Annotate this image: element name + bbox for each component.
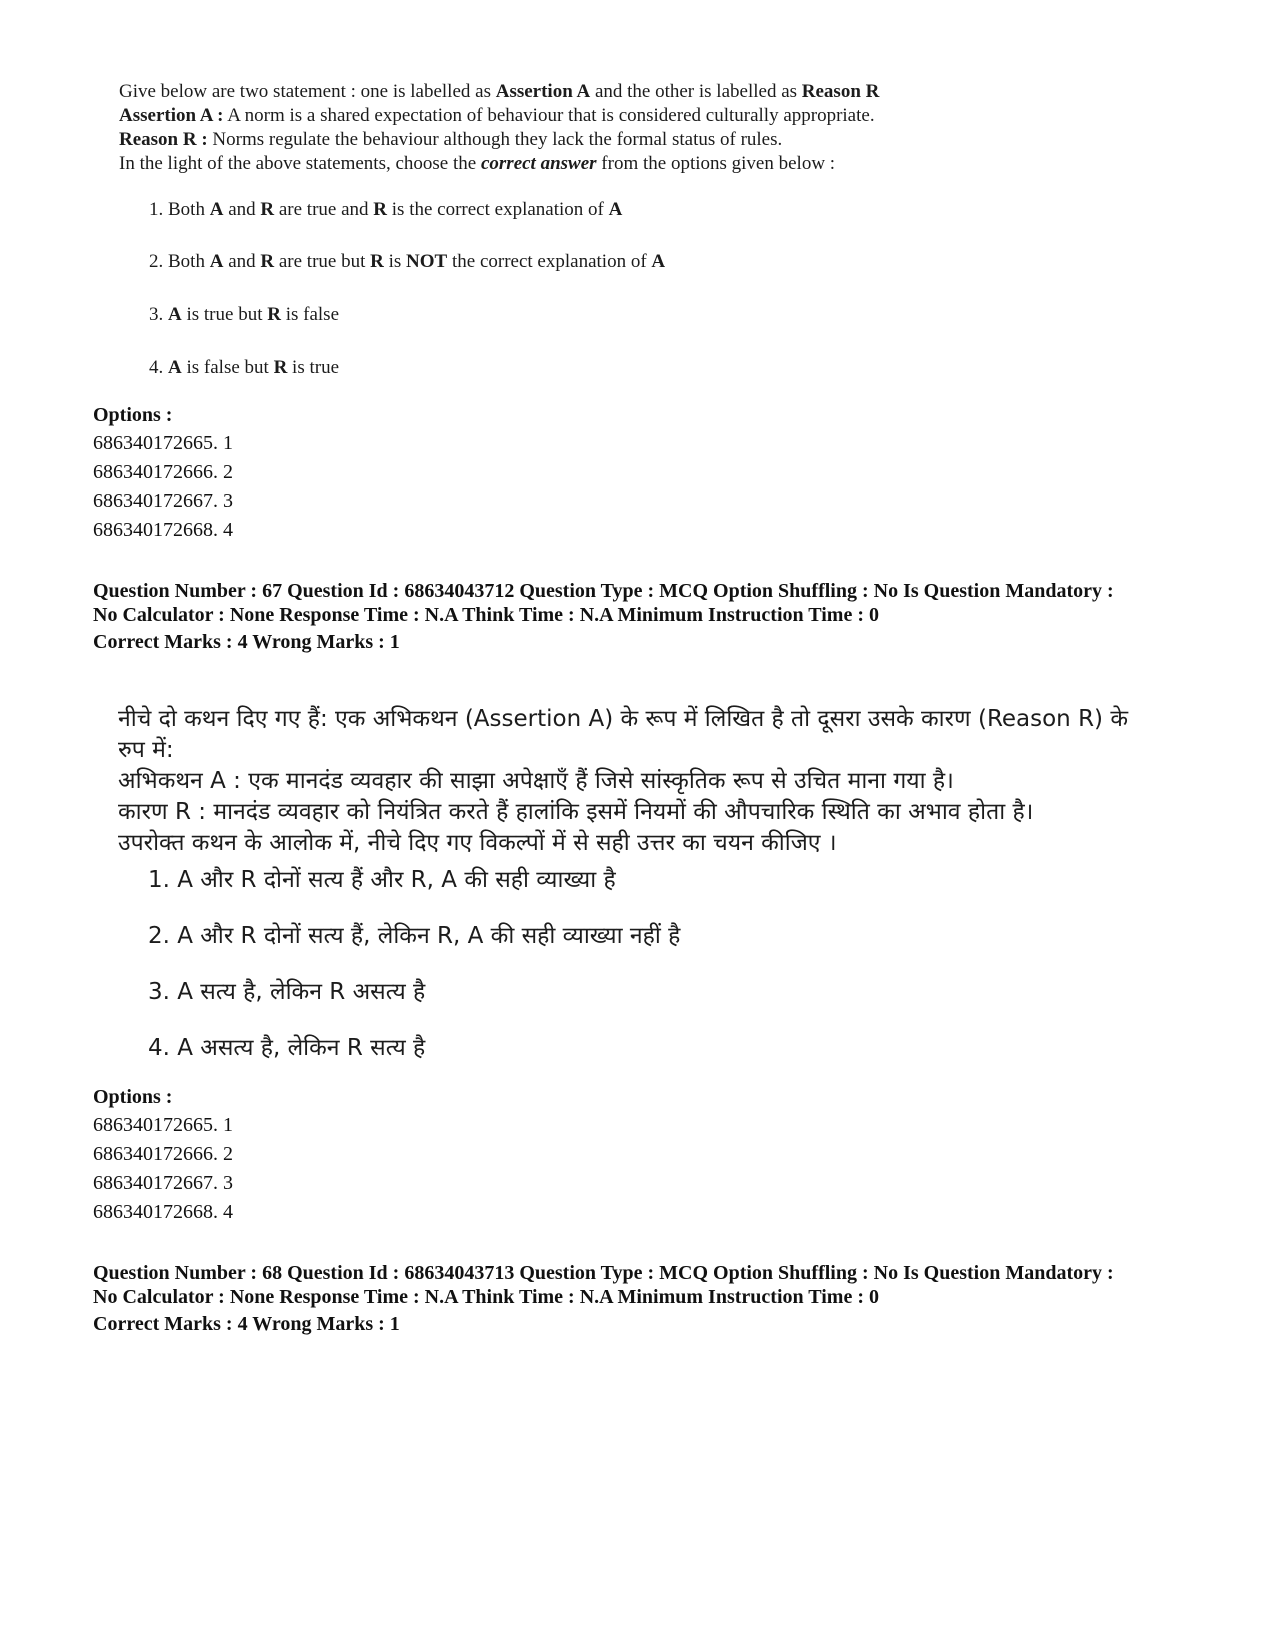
assertion-text: A norm is a shared expectation of behaviour that is considered culturally appropriate. [223, 105, 875, 126]
opt-bold: R [373, 199, 388, 220]
option-id-list-2 [93, 1111, 233, 1227]
opt-text: is the correct explanation of [387, 199, 609, 220]
meta-line: No Calculator : None Response Time : N.A Think Time : N.A Minimum Instruction Time : 0 [93, 604, 879, 626]
hindi-line: नीचे दो कथन दिए गए हैं: एक अभिकथन (Assertion A) के रूप में लिखित है तो दूसरा उसके कारण (Reason R) के [118, 706, 1129, 732]
assertion-line [119, 104, 1159, 128]
question-68-meta [93, 1261, 1193, 1309]
opt-text: is false [280, 304, 340, 325]
option-id: 686340172667. 3 [93, 1172, 233, 1194]
opt-text: and [223, 199, 261, 220]
question-68-marks: Correct Marks : 4 Wrong Marks : 1 [93, 1313, 400, 1335]
option-id: 686340172667. 3 [93, 490, 233, 512]
hindi-option-2: 2. A और R दोनों सत्य हैं, लेकिन R, A की सही व्याख्या नहीं है [148, 923, 681, 949]
instruction-emphasis: correct answer [480, 153, 597, 174]
opt-bold: A [209, 199, 224, 220]
reason-line [119, 128, 1159, 152]
english-option-4 [149, 356, 339, 380]
question-67-marks: Correct Marks : 4 Wrong Marks : 1 [93, 631, 400, 653]
opt-text: 4. [149, 357, 168, 378]
hindi-line: रुप में: [118, 737, 174, 763]
opt-bold: R [273, 357, 288, 378]
opt-bold: R [370, 251, 384, 272]
option-id: 686340172666. 2 [93, 1143, 233, 1165]
opt-bold: R [267, 304, 281, 325]
hindi-option-3: 3. A सत्य है, लेकिन R असत्य है [148, 979, 426, 1005]
opt-text: 3. [149, 304, 168, 325]
hindi-option-4: 4. A असत्य है, लेकिन R सत्य है [148, 1035, 426, 1061]
opt-text: is true but [181, 304, 268, 325]
opt-text: is false but [181, 357, 274, 378]
instruction-line [119, 152, 1159, 176]
options-label-1: Options : [93, 404, 173, 426]
meta-line: No Calculator : None Response Time : N.A Think Time : N.A Minimum Instruction Time : 0 [93, 1286, 879, 1308]
assertion-label: Assertion A : [119, 105, 224, 126]
option-id: 686340172665. 1 [93, 1114, 233, 1136]
meta-line: Question Number : 67 Question Id : 68634043712 Question Type : MCQ Option Shuffling : No Is Question Mandatory : [93, 580, 1114, 602]
option-id: 686340172665. 1 [93, 432, 233, 454]
english-option-2 [149, 250, 665, 274]
option-id: 686340172666. 2 [93, 461, 233, 483]
question-67-meta [93, 579, 1193, 627]
intro-text-mid: and the other is labelled as [590, 81, 802, 102]
question-statement-english [119, 80, 1159, 176]
option-id: 686340172668. 4 [93, 1201, 233, 1223]
options-label-2: Options : [93, 1086, 173, 1108]
opt-text: and [223, 251, 261, 272]
opt-text: are true but [274, 251, 371, 272]
reason-text: Norms regulate the behaviour although they lack the formal status of rules. [207, 129, 783, 150]
question-statement-hindi [118, 704, 1178, 859]
english-option-1 [149, 198, 622, 222]
opt-text: 2. Both [149, 251, 210, 272]
opt-bold: A [608, 199, 623, 220]
hindi-line: अभिकथन A : एक मानदंड व्यवहार की साझा अपेक्षाएँ हैं जिसे सांस्कृतिक रूप से उचित माना गया है। [118, 768, 954, 794]
opt-bold: R [260, 251, 275, 272]
hindi-line: कारण R : मानदंड व्यवहार को नियंत्रित करते हैं हालांकि इसमें नियमों की औपचारिक स्थिति का अभाव होता है। [118, 799, 1034, 825]
reason-label: Reason R : [119, 129, 208, 150]
opt-bold: A [168, 304, 182, 325]
opt-bold: R [260, 199, 275, 220]
opt-text: is true [287, 357, 340, 378]
assertion-term: Assertion A [495, 81, 591, 102]
opt-text: 1. Both [149, 199, 210, 220]
opt-bold: A [209, 251, 224, 272]
english-option-3 [149, 303, 339, 327]
meta-line: Question Number : 68 Question Id : 68634043713 Question Type : MCQ Option Shuffling : No Is Question Mandatory : [93, 1262, 1114, 1284]
reason-term: Reason R [801, 81, 880, 102]
opt-text: the correct explanation of [447, 251, 652, 272]
option-id-list-1 [93, 429, 233, 545]
opt-bold: NOT [406, 251, 448, 272]
instruction-suffix: from the options given below : [596, 153, 836, 174]
intro-line [119, 80, 1159, 104]
opt-text: is [383, 251, 407, 272]
option-id: 686340172668. 4 [93, 519, 233, 541]
opt-bold: A [168, 357, 182, 378]
opt-text: are true and [274, 199, 374, 220]
instruction-text: In the light of the above statements, choose the [119, 153, 481, 174]
hindi-option-1: 1. A और R दोनों सत्य हैं और R, A की सही व्याख्या है [148, 867, 616, 893]
opt-bold: A [651, 251, 666, 272]
intro-text: Give below are two statement : one is labelled as [119, 81, 496, 102]
hindi-line: उपरोक्त कथन के आलोक में, नीचे दिए गए विकल्पों में से सही उत्तर का चयन कीजिए । [118, 830, 837, 856]
